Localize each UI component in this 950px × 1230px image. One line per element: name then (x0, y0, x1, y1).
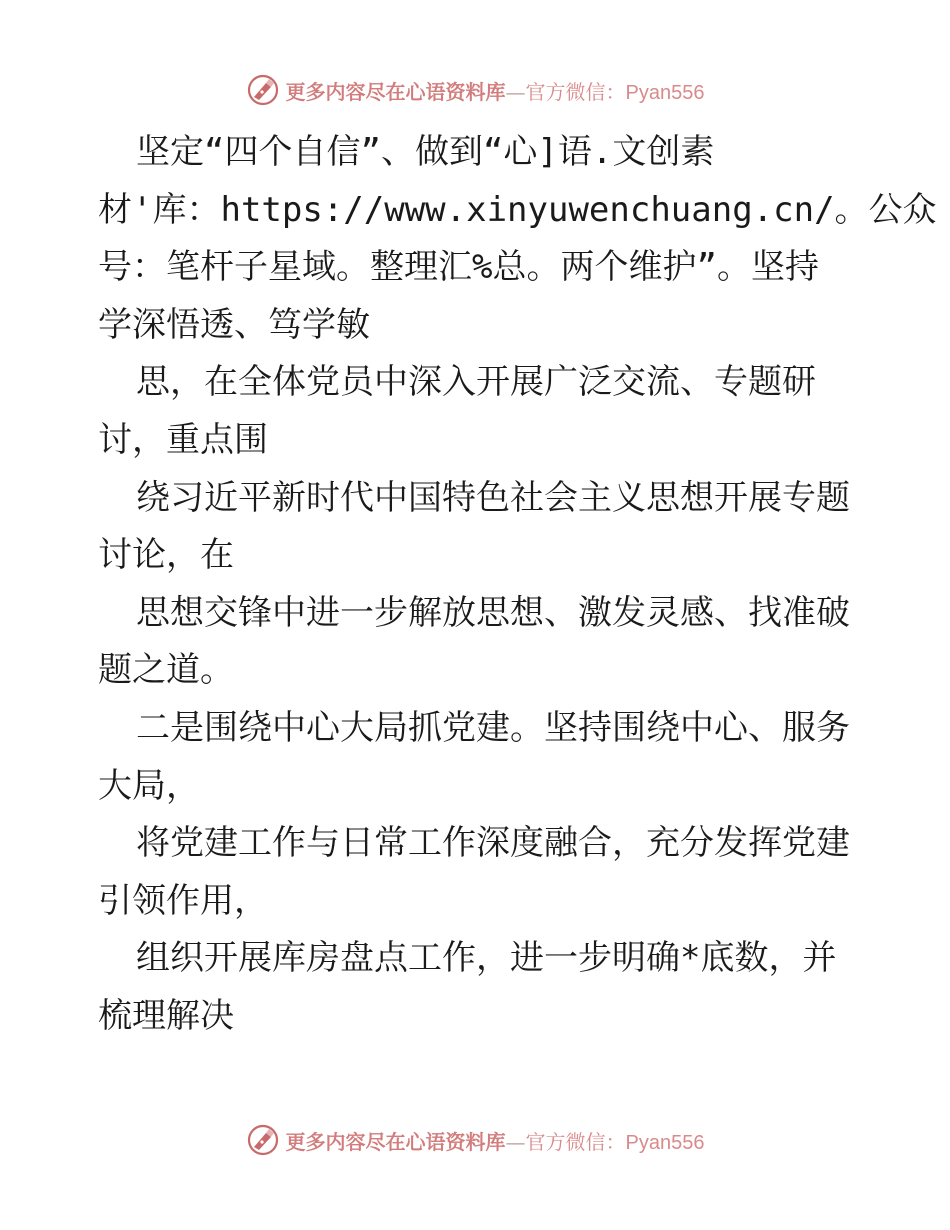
text-line: 二是围绕中心大局抓党建。坚持围绕中心、服务 (136, 707, 850, 748)
text-line: 引领作用， (98, 880, 268, 921)
text-line: 思想交锋中进一步解放思想、激发灵感、找准破 (136, 592, 850, 633)
watermark-separator: — (505, 79, 526, 104)
text-line: 组织开展库房盘点工作，进一步明确*底数，并 (136, 938, 837, 979)
text-line: 梳理解决 (98, 995, 234, 1036)
watermark-brand: 更多内容尽在心语资料库 (285, 1129, 506, 1154)
text-line: 号：笔杆子星域。整理汇%总。两个维护”。坚持 (98, 247, 819, 288)
watermark-brand: 更多内容尽在心语资料库 (285, 79, 506, 104)
text-line: 绕习近平新时代中国特色社会主义思想开展专题 (136, 477, 850, 518)
text-line: 思，在全体党员中深入开展广泛交流、专题研 (136, 362, 816, 403)
watermark-suffix: 官方微信： (525, 1129, 626, 1154)
watermark-separator: — (505, 1129, 526, 1154)
pen-nib-logo-icon (246, 73, 280, 107)
pen-nib-logo-icon (246, 1123, 280, 1157)
text-line: 讨论，在 (98, 535, 234, 576)
watermark-id: Pyan556 (625, 1131, 705, 1154)
body-text (98, 124, 937, 1046)
watermark-suffix: 官方微信： (525, 79, 626, 104)
watermark-id: Pyan556 (625, 81, 705, 104)
text-line: 讨，重点围 (98, 419, 268, 460)
text-line: 坚定“四个自信”、做到“心]语.文创素 (136, 132, 715, 172)
text-line: 材'库：https://www.xinyuwenchuang.cn/。公众 (98, 189, 937, 230)
text-line: 大局， (98, 765, 200, 806)
text-line: 将党建工作与日常工作深度融合，充分发挥党建 (136, 823, 850, 864)
text-line: 学深悟透、笃学敏 (98, 304, 370, 345)
text-line: 题之道。 (98, 650, 234, 691)
header-watermark (0, 70, 950, 110)
footer-watermark (0, 1120, 950, 1160)
